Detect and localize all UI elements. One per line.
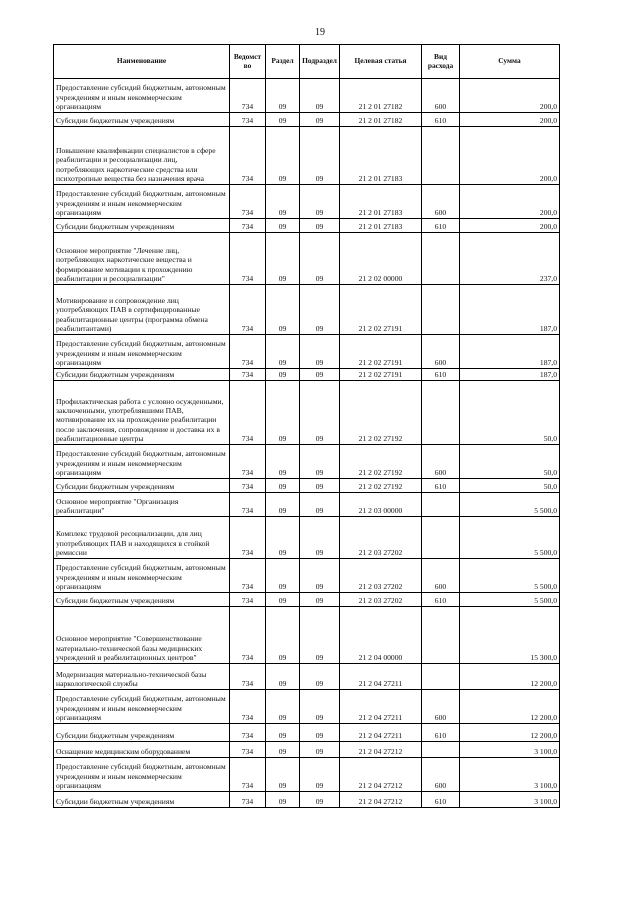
cell-target: 21 2 03 27202 — [340, 593, 422, 607]
cell-dept: 734 — [230, 724, 266, 742]
cell-section: 09 — [266, 517, 300, 559]
cell-name: Субсидии бюджетным учреждениям — [54, 113, 230, 127]
cell-section: 09 — [266, 559, 300, 593]
header-name: Наименование — [54, 45, 230, 79]
cell-exp-type — [422, 127, 460, 185]
cell-target: 21 2 04 27211 — [340, 724, 422, 742]
cell-name: Мотивирование и сопровождение лиц употребляющих ПАВ в сертифицированные реабилитационные центры (программа обмена реабилитантами) — [54, 285, 230, 335]
cell-exp-type — [422, 493, 460, 517]
cell-exp-type — [422, 233, 460, 285]
table-row — [54, 690, 560, 724]
cell-dept: 734 — [230, 233, 266, 285]
cell-dept: 734 — [230, 445, 266, 479]
header-section: Раздел — [266, 45, 300, 79]
cell-subsection: 09 — [300, 445, 340, 479]
header-exp-type: Вид расхода — [422, 45, 460, 79]
cell-section: 09 — [266, 493, 300, 517]
cell-name: Субсидии бюджетным учреждениям — [54, 724, 230, 742]
table-row — [54, 285, 560, 335]
cell-target: 21 2 02 27191 — [340, 285, 422, 335]
cell-amount: 5 500,0 — [460, 493, 560, 517]
cell-amount: 3 100,0 — [460, 742, 560, 758]
cell-name: Предоставление субсидий бюджетным, автономным учреждениям и иным некоммерческим организациям — [54, 335, 230, 369]
table-row — [54, 593, 560, 607]
cell-dept: 734 — [230, 493, 266, 517]
cell-section: 09 — [266, 724, 300, 742]
cell-subsection: 09 — [300, 742, 340, 758]
cell-target: 21 2 02 27192 — [340, 381, 422, 445]
cell-exp-type — [422, 742, 460, 758]
cell-target: 21 2 04 27212 — [340, 792, 422, 808]
cell-subsection: 09 — [300, 479, 340, 493]
table-row — [54, 445, 560, 479]
cell-name: Оснащение медицинским оборудованием — [54, 742, 230, 758]
cell-target: 21 2 01 27183 — [340, 185, 422, 219]
cell-dept: 734 — [230, 517, 266, 559]
cell-subsection: 09 — [300, 79, 340, 113]
cell-exp-type: 600 — [422, 758, 460, 792]
cell-exp-type — [422, 517, 460, 559]
cell-target: 21 2 03 00000 — [340, 493, 422, 517]
cell-amount: 200,0 — [460, 113, 560, 127]
table-row — [54, 724, 560, 742]
cell-dept: 734 — [230, 593, 266, 607]
cell-amount: 50,0 — [460, 381, 560, 445]
table-row — [54, 792, 560, 808]
cell-amount: 200,0 — [460, 127, 560, 185]
table-row — [54, 381, 560, 445]
cell-section: 09 — [266, 285, 300, 335]
cell-amount: 187,0 — [460, 285, 560, 335]
cell-amount: 237,0 — [460, 233, 560, 285]
table-row — [54, 185, 560, 219]
cell-dept: 734 — [230, 185, 266, 219]
cell-name: Повышение квалификации специалистов в сфере реабилитации и ресоциализации лиц, потребляющих наркотические средства или психотропные вещества без назначения врача — [54, 127, 230, 185]
cell-dept: 734 — [230, 607, 266, 664]
cell-exp-type — [422, 285, 460, 335]
cell-subsection: 09 — [300, 113, 340, 127]
table-row — [54, 335, 560, 369]
cell-subsection: 09 — [300, 285, 340, 335]
table-body — [54, 79, 560, 808]
header-amount: Сумма — [460, 45, 560, 79]
cell-target: 21 2 02 00000 — [340, 233, 422, 285]
table-row — [54, 607, 560, 664]
cell-subsection: 09 — [300, 724, 340, 742]
cell-exp-type — [422, 607, 460, 664]
cell-subsection: 09 — [300, 219, 340, 233]
cell-exp-type: 600 — [422, 445, 460, 479]
cell-target: 21 2 01 27182 — [340, 113, 422, 127]
cell-section: 09 — [266, 479, 300, 493]
cell-dept: 734 — [230, 690, 266, 724]
cell-exp-type: 610 — [422, 724, 460, 742]
cell-section: 09 — [266, 593, 300, 607]
cell-amount: 3 100,0 — [460, 758, 560, 792]
cell-exp-type: 610 — [422, 369, 460, 381]
cell-dept: 734 — [230, 127, 266, 185]
cell-target: 21 2 04 27211 — [340, 664, 422, 690]
cell-section: 09 — [266, 381, 300, 445]
cell-dept: 734 — [230, 335, 266, 369]
cell-subsection: 09 — [300, 335, 340, 369]
cell-section: 09 — [266, 369, 300, 381]
cell-subsection: 09 — [300, 593, 340, 607]
cell-dept: 734 — [230, 219, 266, 233]
cell-dept: 734 — [230, 664, 266, 690]
cell-target: 21 2 04 27212 — [340, 758, 422, 792]
table-row — [54, 369, 560, 381]
cell-amount: 5 500,0 — [460, 517, 560, 559]
cell-subsection: 09 — [300, 233, 340, 285]
cell-dept: 734 — [230, 742, 266, 758]
cell-name: Предоставление субсидий бюджетным, автономным учреждениям и иным некоммерческим организациям — [54, 758, 230, 792]
cell-section: 09 — [266, 664, 300, 690]
cell-section: 09 — [266, 742, 300, 758]
table-row — [54, 559, 560, 593]
cell-subsection: 09 — [300, 185, 340, 219]
cell-amount: 12 200,0 — [460, 690, 560, 724]
cell-section: 09 — [266, 792, 300, 808]
cell-dept: 734 — [230, 758, 266, 792]
cell-amount: 15 300,0 — [460, 607, 560, 664]
cell-exp-type: 610 — [422, 113, 460, 127]
cell-section: 09 — [266, 79, 300, 113]
cell-name: Субсидии бюджетным учреждениям — [54, 479, 230, 493]
cell-dept: 734 — [230, 479, 266, 493]
cell-section: 09 — [266, 758, 300, 792]
cell-name: Субсидии бюджетным учреждениям — [54, 593, 230, 607]
cell-name: Основное мероприятие "Лечение лиц, потребляющих наркотические вещества и формирование мотивации к прохождению реабилитации и ресоциализации" — [54, 233, 230, 285]
cell-name: Субсидии бюджетным учреждениям — [54, 369, 230, 381]
table-row — [54, 79, 560, 113]
cell-dept: 734 — [230, 113, 266, 127]
cell-dept: 734 — [230, 285, 266, 335]
cell-exp-type: 610 — [422, 479, 460, 493]
cell-amount: 200,0 — [460, 219, 560, 233]
cell-exp-type: 610 — [422, 219, 460, 233]
cell-amount: 50,0 — [460, 479, 560, 493]
table-row — [54, 493, 560, 517]
cell-subsection: 09 — [300, 517, 340, 559]
cell-name: Профилактическая работа с условно осужденными, заключенными, употреблявшими ПАВ, мотивирование их на прохождение реабилитации после заключения, сопровождение и доставка их в реабилитационные центры — [54, 381, 230, 445]
table-row — [54, 517, 560, 559]
cell-amount: 187,0 — [460, 335, 560, 369]
cell-target: 21 2 02 27191 — [340, 369, 422, 381]
table-row — [54, 742, 560, 758]
cell-target: 21 2 02 27191 — [340, 335, 422, 369]
table-row — [54, 113, 560, 127]
cell-amount: 5 500,0 — [460, 559, 560, 593]
cell-section: 09 — [266, 607, 300, 664]
cell-name: Предоставление субсидий бюджетным, автономным учреждениям и иным некоммерческим организациям — [54, 559, 230, 593]
cell-amount: 200,0 — [460, 185, 560, 219]
cell-name: Основное мероприятие "Совершенствование материально-технической базы медицинских учреждений и реабилитационных центров" — [54, 607, 230, 664]
header-dept: Ведомст во — [230, 45, 266, 79]
cell-exp-type: 600 — [422, 335, 460, 369]
cell-subsection: 09 — [300, 758, 340, 792]
cell-dept: 734 — [230, 559, 266, 593]
cell-name: Модернизация материально-технической базы наркологической службы — [54, 664, 230, 690]
cell-subsection: 09 — [300, 369, 340, 381]
cell-section: 09 — [266, 113, 300, 127]
cell-subsection: 09 — [300, 792, 340, 808]
cell-target: 21 2 01 27182 — [340, 79, 422, 113]
cell-target: 21 2 03 27202 — [340, 517, 422, 559]
table-row — [54, 127, 560, 185]
cell-dept: 734 — [230, 79, 266, 113]
cell-subsection: 09 — [300, 607, 340, 664]
cell-subsection: 09 — [300, 127, 340, 185]
table-row — [54, 219, 560, 233]
cell-dept: 734 — [230, 369, 266, 381]
table-row — [54, 479, 560, 493]
cell-section: 09 — [266, 219, 300, 233]
header-target: Целевая статья — [340, 45, 422, 79]
cell-target: 21 2 01 27183 — [340, 219, 422, 233]
cell-amount: 187,0 — [460, 369, 560, 381]
cell-dept: 734 — [230, 381, 266, 445]
cell-target: 21 2 03 27202 — [340, 559, 422, 593]
cell-amount: 3 100,0 — [460, 792, 560, 808]
cell-exp-type: 600 — [422, 690, 460, 724]
budget-table — [53, 44, 560, 808]
cell-subsection: 09 — [300, 493, 340, 517]
cell-name: Субсидии бюджетным учреждениям — [54, 792, 230, 808]
header-subsection: Подраздел — [300, 45, 340, 79]
page-number: 19 — [315, 27, 325, 38]
cell-amount: 12 200,0 — [460, 724, 560, 742]
cell-section: 09 — [266, 233, 300, 285]
cell-exp-type: 600 — [422, 559, 460, 593]
cell-name: Предоставление субсидий бюджетным, автономным учреждениям и иным некоммерческим организациям — [54, 79, 230, 113]
cell-name: Предоставление субсидий бюджетным, автономным учреждениям и иным некоммерческим организациям — [54, 185, 230, 219]
table-header-row — [54, 45, 560, 79]
cell-amount: 200,0 — [460, 79, 560, 113]
cell-target: 21 2 04 27212 — [340, 742, 422, 758]
cell-section: 09 — [266, 690, 300, 724]
cell-section: 09 — [266, 445, 300, 479]
cell-subsection: 09 — [300, 381, 340, 445]
cell-name: Предоставление субсидий бюджетным, автономным учреждениям и иным некоммерческим организациям — [54, 690, 230, 724]
cell-target: 21 2 04 27211 — [340, 690, 422, 724]
cell-name: Предоставление субсидий бюджетным, автономным учреждениям и иным некоммерческим организациям — [54, 445, 230, 479]
cell-amount: 5 500,0 — [460, 593, 560, 607]
cell-amount: 50,0 — [460, 445, 560, 479]
cell-exp-type — [422, 381, 460, 445]
cell-name: Субсидии бюджетным учреждениям — [54, 219, 230, 233]
table-row — [54, 758, 560, 792]
cell-name: Комплекс трудовой ресоциализации, для лиц употребляющих ПАВ и находящихся в стойкой ремиссии — [54, 517, 230, 559]
cell-exp-type: 600 — [422, 79, 460, 113]
cell-dept: 734 — [230, 792, 266, 808]
cell-exp-type: 600 — [422, 185, 460, 219]
table-row — [54, 664, 560, 690]
cell-exp-type — [422, 664, 460, 690]
cell-exp-type: 610 — [422, 792, 460, 808]
cell-target: 21 2 01 27183 — [340, 127, 422, 185]
cell-section: 09 — [266, 185, 300, 219]
cell-subsection: 09 — [300, 690, 340, 724]
cell-exp-type: 610 — [422, 593, 460, 607]
cell-amount: 12 200,0 — [460, 664, 560, 690]
cell-section: 09 — [266, 335, 300, 369]
table-row — [54, 233, 560, 285]
cell-subsection: 09 — [300, 559, 340, 593]
cell-subsection: 09 — [300, 664, 340, 690]
cell-target: 21 2 02 27192 — [340, 479, 422, 493]
cell-section: 09 — [266, 127, 300, 185]
cell-target: 21 2 02 27192 — [340, 445, 422, 479]
cell-target: 21 2 04 00000 — [340, 607, 422, 664]
cell-name: Основное мероприятие "Организация реабилитации" — [54, 493, 230, 517]
